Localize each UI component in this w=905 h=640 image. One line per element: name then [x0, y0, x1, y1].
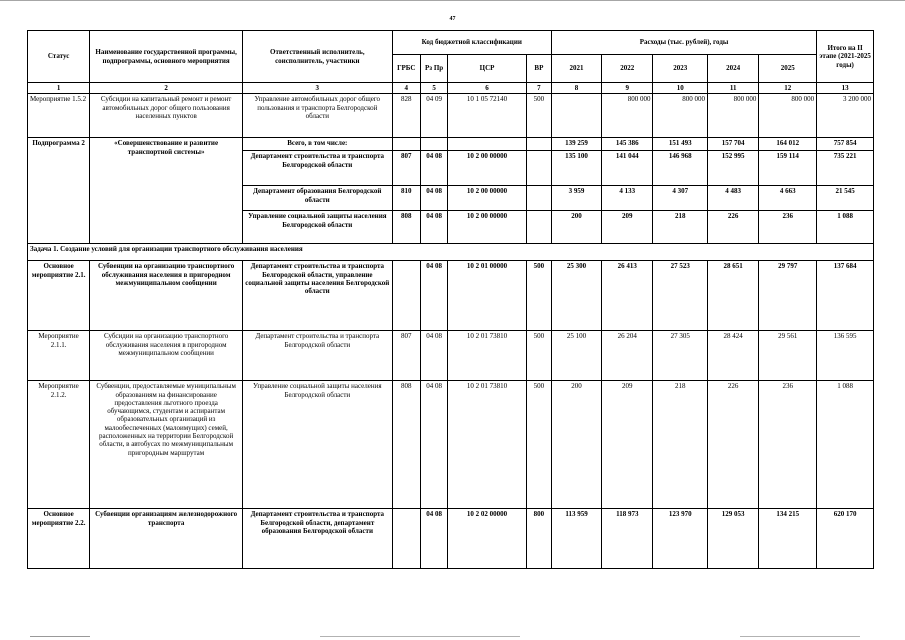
- task-title: Задача 1. Создание условий для организации транспортного обслуживания населения: [28, 244, 874, 261]
- row-status: Основное мероприятие 2.1.: [28, 261, 90, 331]
- row-2025: 29 797: [759, 261, 817, 331]
- column-numbers-row: [28, 83, 874, 94]
- row-vr: [526, 186, 551, 211]
- header-year-2022: 2022: [602, 55, 653, 83]
- row-2022: 26 204: [602, 331, 653, 381]
- row-2024: 226: [708, 211, 759, 244]
- row-2025: 4 663: [759, 186, 817, 211]
- header-status: Статус: [28, 31, 90, 83]
- row-2025: 159 114: [759, 151, 817, 186]
- row-total: 136 595: [817, 331, 874, 381]
- row-grbs: 808: [392, 211, 420, 244]
- row-rz-pr: 04 09: [420, 94, 447, 138]
- row-executor: Департамент строительства и транспорта Белгородской области: [243, 151, 393, 186]
- row-2021: 113 959: [551, 509, 601, 569]
- row-2021: [551, 94, 601, 138]
- row-2024: 226: [708, 381, 759, 509]
- header-row-1: [28, 31, 874, 55]
- task-row: [28, 244, 874, 261]
- row-2025: 800 000: [759, 94, 817, 138]
- row-2024: 157 704: [708, 138, 759, 151]
- row-2024: 129 053: [708, 509, 759, 569]
- column-number: 11: [708, 83, 759, 94]
- row-rz-pr: 04 08: [420, 151, 447, 186]
- row-total: 735 221: [817, 151, 874, 186]
- scan-artifact: [320, 636, 520, 637]
- row-status: Основное мероприятие 2.2.: [28, 509, 90, 569]
- row-name: Субвенции организациям железнодорожного транспорта: [90, 509, 243, 569]
- row-total: 1 088: [817, 381, 874, 509]
- row-grbs: 808: [392, 381, 420, 509]
- row-name: Субсидии на организацию транспортного обслуживания населения в пригородном межмуниципальном сообщении: [90, 331, 243, 381]
- row-status: Мероприятие 2.1.2.: [28, 381, 90, 509]
- scan-artifact: [30, 636, 90, 637]
- row-2022: 209: [602, 211, 653, 244]
- row-executor: Всего, в том числе:: [243, 138, 393, 151]
- row-2022: 141 044: [602, 151, 653, 186]
- row-executor: Департамент строительства и транспорта Белгородской области, управление социальной защиты населения Белгородской области: [243, 261, 393, 331]
- row-total: 21 545: [817, 186, 874, 211]
- table-row: [28, 138, 874, 151]
- budget-table-sheet: [27, 30, 874, 569]
- row-2022: 4 133: [602, 186, 653, 211]
- row-2025: 164 012: [759, 138, 817, 151]
- row-2024: 800 000: [708, 94, 759, 138]
- header-budget-code: Код бюджетной классификации: [392, 31, 551, 55]
- row-csr: 10 1 05 72140: [448, 94, 527, 138]
- row-grbs: 810: [392, 186, 420, 211]
- column-number: 1: [28, 83, 90, 94]
- column-number: 10: [653, 83, 708, 94]
- row-executor: Департамент образования Белгородской области: [243, 186, 393, 211]
- scan-artifact: [0, 0, 905, 1]
- row-vr: [526, 211, 551, 244]
- row-2023: 123 970: [653, 509, 708, 569]
- row-2024: 28 424: [708, 331, 759, 381]
- row-2022: 145 386: [602, 138, 653, 151]
- row-total: 137 684: [817, 261, 874, 331]
- row-csr: [448, 138, 527, 151]
- row-2023: 151 493: [653, 138, 708, 151]
- row-2024: 152 995: [708, 151, 759, 186]
- column-number: 6: [448, 83, 527, 94]
- header-program-name: Наименование государственной программы, подпрограммы, основного мероприятия: [90, 31, 243, 83]
- row-grbs: [392, 138, 420, 151]
- row-2023: 27 523: [653, 261, 708, 331]
- row-2021: 135 100: [551, 151, 601, 186]
- row-csr: 10 2 00 00000: [448, 186, 527, 211]
- header-csr: ЦСР: [448, 55, 527, 83]
- row-executor: Управление социальной защиты населения Белгородской области: [243, 381, 393, 509]
- row-rz-pr: 04 08: [420, 509, 447, 569]
- row-grbs: 807: [392, 151, 420, 186]
- table-row: [28, 509, 874, 569]
- page-number: 47: [449, 16, 456, 22]
- table-row: [28, 94, 874, 138]
- row-csr: 10 2 01 73810: [448, 331, 527, 381]
- row-csr: 10 2 01 00000: [448, 261, 527, 331]
- row-rz-pr: 04 08: [420, 211, 447, 244]
- row-rz-pr: [420, 138, 447, 151]
- row-total: 1 088: [817, 211, 874, 244]
- row-executor: Департамент строительства и транспорта Белгородской области, департамент образования Белгородской области: [243, 509, 393, 569]
- row-vr: [526, 138, 551, 151]
- row-2023: 4 307: [653, 186, 708, 211]
- header-rz-pr: Рз Пр: [420, 55, 447, 83]
- row-csr: 10 2 02 00000: [448, 509, 527, 569]
- header-total: Итого на II этапе (2021-2025 годы): [817, 31, 874, 83]
- row-2023: 146 968: [653, 151, 708, 186]
- row-name: Субвенции, предоставляемые муниципальным образованиям на финансирование предоставления льготного проезда обучающимся, студентам и аспирантам образовательных организаций из малообеспеченных (малоимущих) семей, расположенных на территории Белгородской области, в автобусах по межмуниципальным пригородным маршрутам: [90, 381, 243, 509]
- header-vr: ВР: [526, 55, 551, 83]
- row-status: Мероприятие 2.1.1.: [28, 331, 90, 381]
- row-2024: 4 483: [708, 186, 759, 211]
- row-total: 757 854: [817, 138, 874, 151]
- column-number: 5: [420, 83, 447, 94]
- column-number: 3: [243, 83, 393, 94]
- column-number: 13: [817, 83, 874, 94]
- header-executor: Ответственный исполнитель, соисполнитель, участники: [243, 31, 393, 83]
- header-year-2023: 2023: [653, 55, 708, 83]
- row-2021: 25 100: [551, 331, 601, 381]
- row-total: 620 170: [817, 509, 874, 569]
- row-grbs: [392, 509, 420, 569]
- row-2023: 27 305: [653, 331, 708, 381]
- row-name: Субвенции на организацию транспортного обслуживания населения в пригородном межмуниципальном сообщении: [90, 261, 243, 331]
- row-grbs: 828: [392, 94, 420, 138]
- row-2022: 26 413: [602, 261, 653, 331]
- header-grbs: ГРБС: [392, 55, 420, 83]
- column-number: 4: [392, 83, 420, 94]
- row-rz-pr: 04 08: [420, 331, 447, 381]
- row-2022: 118 973: [602, 509, 653, 569]
- row-name: «Совершенствование и развитие транспортной системы»: [90, 138, 243, 244]
- row-vr: 500: [526, 381, 551, 509]
- column-number: 12: [759, 83, 817, 94]
- row-total: 3 200 000: [817, 94, 874, 138]
- row-2025: 134 215: [759, 509, 817, 569]
- row-2023: 218: [653, 211, 708, 244]
- row-vr: [526, 151, 551, 186]
- row-status: Мероприятие 1.5.2: [28, 94, 90, 138]
- row-vr: 500: [526, 331, 551, 381]
- table-row: [28, 331, 874, 381]
- row-executor: Департамент строительства и транспорта Белгородской области: [243, 331, 393, 381]
- header-year-2025: 2025: [759, 55, 817, 83]
- row-vr: 800: [526, 509, 551, 569]
- row-name: Субсидии на капитальный ремонт и ремонт автомобильных дорог общего пользования населенных пунктов: [90, 94, 243, 138]
- row-executor: Управление социальной защиты населения Белгородской области: [243, 211, 393, 244]
- row-2025: 29 561: [759, 331, 817, 381]
- column-number: 9: [602, 83, 653, 94]
- row-grbs: [392, 261, 420, 331]
- row-rz-pr: 04 08: [420, 261, 447, 331]
- row-rz-pr: 04 08: [420, 381, 447, 509]
- row-status: Подпрограмма 2: [28, 138, 90, 244]
- row-2023: 218: [653, 381, 708, 509]
- row-2022: 209: [602, 381, 653, 509]
- budget-table: [27, 30, 874, 569]
- row-2025: 236: [759, 211, 817, 244]
- row-csr: 10 2 01 73810: [448, 381, 527, 509]
- row-2023: 800 000: [653, 94, 708, 138]
- row-2024: 28 651: [708, 261, 759, 331]
- row-vr: 500: [526, 261, 551, 331]
- row-grbs: 807: [392, 331, 420, 381]
- header-expenses: Расходы (тыс. рублей), годы: [551, 31, 816, 55]
- row-vr: 500: [526, 94, 551, 138]
- table-row: [28, 381, 874, 509]
- row-rz-pr: 04 08: [420, 186, 447, 211]
- column-number: 8: [551, 83, 601, 94]
- table-row: [28, 261, 874, 331]
- row-executor: Управление автомобильных дорог общего пользования и транспорта Белгородской области: [243, 94, 393, 138]
- row-2021: 25 300: [551, 261, 601, 331]
- scan-artifact: [740, 636, 860, 637]
- row-csr: 10 2 00 00000: [448, 211, 527, 244]
- row-2021: 139 259: [551, 138, 601, 151]
- row-2022: 800 000: [602, 94, 653, 138]
- header-year-2021: 2021: [551, 55, 601, 83]
- row-2021: 200: [551, 211, 601, 244]
- row-csr: 10 2 00 00000: [448, 151, 527, 186]
- row-2021: 200: [551, 381, 601, 509]
- column-number: 2: [90, 83, 243, 94]
- header-year-2024: 2024: [708, 55, 759, 83]
- row-2025: 236: [759, 381, 817, 509]
- row-2021: 3 959: [551, 186, 601, 211]
- column-number: 7: [526, 83, 551, 94]
